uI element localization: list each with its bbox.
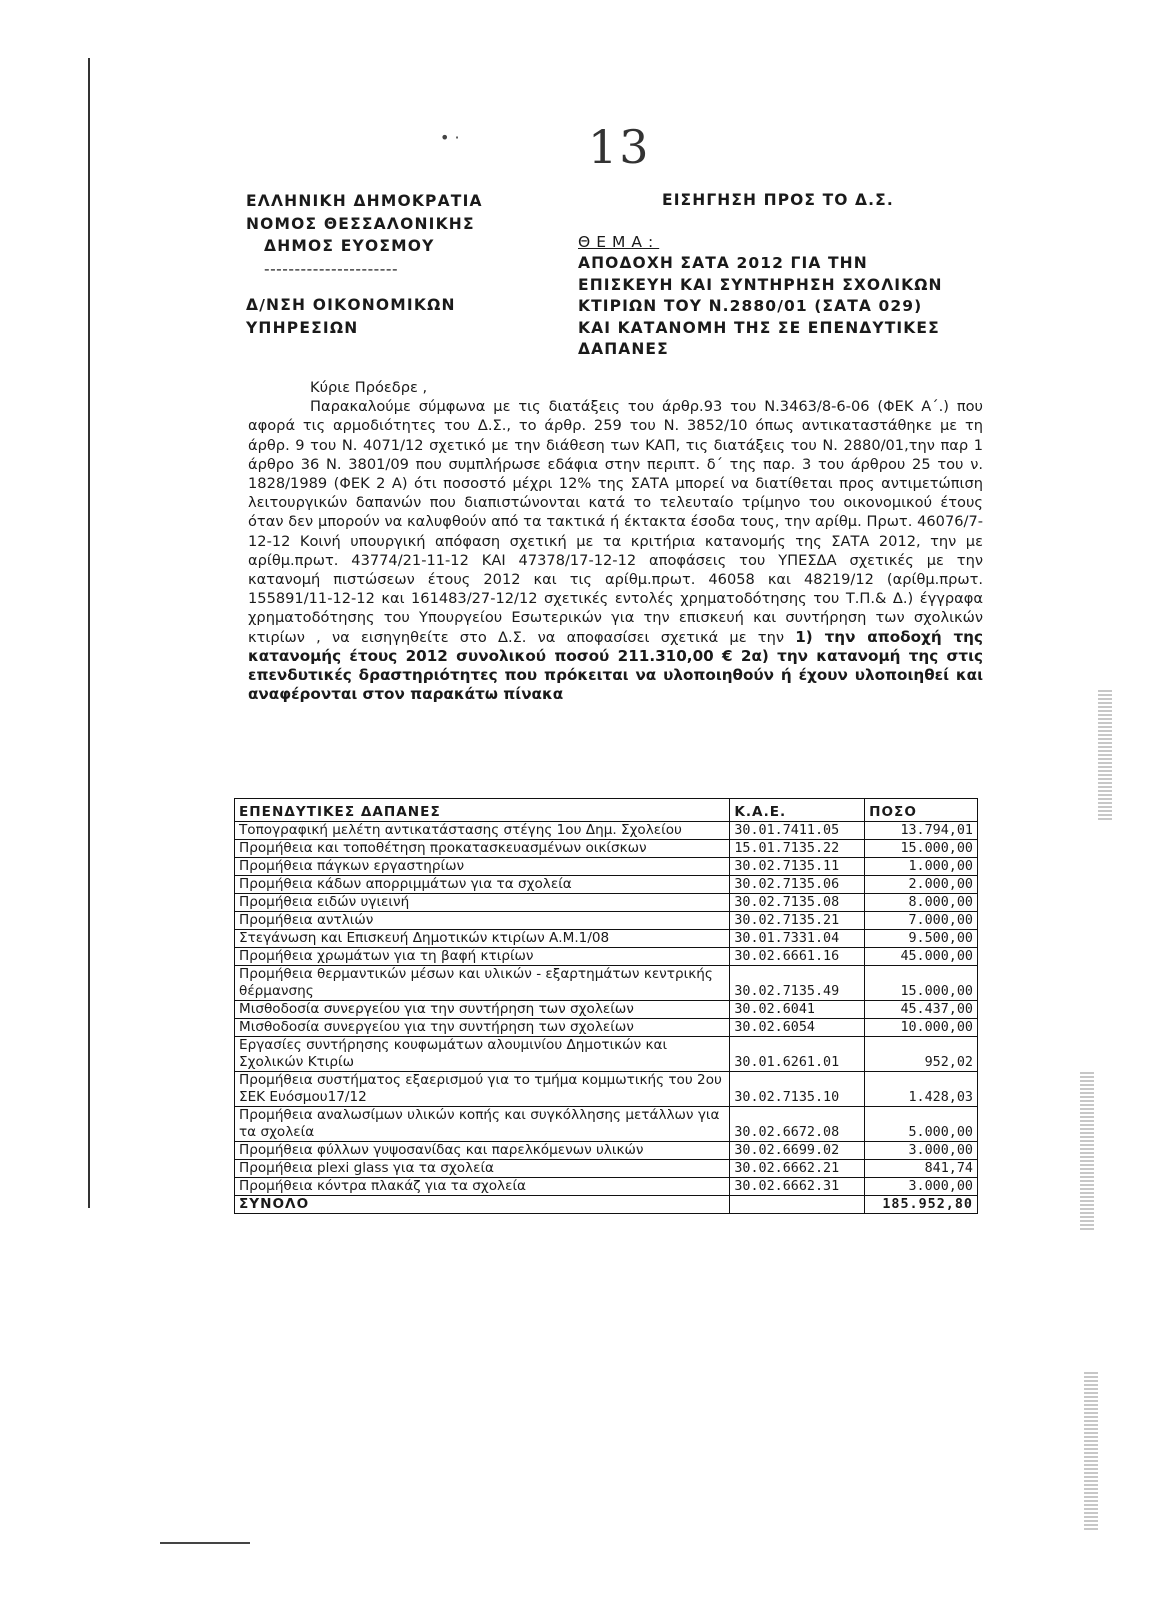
scan-noise-right-2 [1080,1070,1094,1230]
scan-noise-right-3 [1084,1370,1098,1530]
table-row [235,912,978,930]
scan-smudge [160,1542,250,1544]
row-kae: 30.02.7135.21 [730,912,865,930]
row-kae: 30.02.7135.08 [730,894,865,912]
expenses-table [234,798,978,1214]
salutation: Κύριε Πρόεδρε , [310,379,428,396]
document-title: ΕΙΣΗΓΗΣΗ ΠΡΟΣ ΤΟ Δ.Σ. [662,191,894,209]
row-kae: 30.02.6054 [730,1019,865,1037]
table-row [235,1142,978,1160]
row-kae: 30.02.6699.02 [730,1142,865,1160]
row-desc: Προμήθεια και τοποθέτηση προκατασκευασμένων οικίσκων [235,840,730,858]
sender-line-5: ΥΠΗΡΕΣΙΩΝ [246,318,359,337]
row-kae: 30.02.6661.16 [730,948,865,966]
handwritten-marks: • · [440,128,460,147]
row-kae: 30.01.6261.01 [730,1037,865,1072]
row-amount: 3.000,00 [865,1178,978,1196]
row-kae: 30.02.7135.11 [730,858,865,876]
scan-noise-right-1 [1098,690,1112,820]
row-amount: 841,74 [865,1160,978,1178]
row-kae: 30.02.6041 [730,1001,865,1019]
row-desc: Προμήθεια αντλιών [235,912,730,930]
subject-line-5: ΔΑΠΑΝΕΣ [578,340,669,358]
table-row [235,1037,978,1072]
table-row [235,1001,978,1019]
header-kae: Κ.Α.Ε. [730,799,865,822]
total-amount: 185.952,80 [865,1196,978,1214]
row-amount: 13.794,01 [865,822,978,840]
sender-line-3: ΔΗΜΟΣ ΕΥΟΣΜΟΥ [264,237,435,255]
table-row [235,1107,978,1142]
row-amount: 9.500,00 [865,930,978,948]
row-amount: 15.000,00 [865,966,978,1001]
table-row [235,858,978,876]
row-kae: 30.02.6672.08 [730,1107,865,1142]
total-label: ΣΥΝΟΛΟ [235,1196,730,1214]
total-kae-empty [730,1196,865,1214]
table-row [235,1160,978,1178]
row-kae: 15.01.7135.22 [730,840,865,858]
row-desc: Τοπογραφική μελέτη αντικατάστασης στέγης 1ου Δημ. Σχολείου [235,822,730,840]
row-desc: Προμήθεια πάγκων εργαστηρίων [235,858,730,876]
row-kae: 30.02.6662.21 [730,1160,865,1178]
row-desc: Στεγάνωση και Επισκευή Δημοτικών κτιρίων Α.Μ.1/08 [235,930,730,948]
sender-line-2: ΝΟΜΟΣ ΘΕΣΣΑΛΟΝΙΚΗΣ [246,214,475,233]
table-row [235,1178,978,1196]
row-desc: Προμήθεια αναλωσίμων υλικών κοπής και συγκόλλησης μετάλλων για τα σχολεία [235,1107,730,1142]
subject-line-4: ΚΑΙ ΚΑΤΑΝΟΜΗ ΤΗΣ ΣΕ ΕΠΕΝΔΥΤΙΚΕΣ [578,318,940,337]
table-row [235,1072,978,1107]
table-row [235,948,978,966]
sender-line-1: ΕΛΛΗΝΙΚΗ ΔΗΜΟΚΡΑΤΙΑ [246,192,483,210]
row-kae: 30.02.7135.10 [730,1072,865,1107]
sender-line-4: Δ/ΝΣΗ ΟΙΚΟΝΟΜΙΚΩΝ [246,296,456,314]
header-amount: ΠΟΣΟ [865,799,978,822]
paragraph-bold-text: 1) την αποδοχή της κατανομής έτους 2012 συνολικού ποσού 211.310,00 € 2α) την κατανομή της στις επενδυτικές δραστηριότητες που πρόκειται να υλοποιηθούν ή έχουν υλοποιηθεί και αναφέρονται στον παρακάτω πίνακα [248,627,983,704]
margin-line [88,58,90,1208]
table-header-row [235,799,978,822]
table-row [235,930,978,948]
row-desc: Μισθοδοσία συνεργείου για την συντήρηση των σχολείων [235,1019,730,1037]
sender-block [246,190,483,339]
row-amount: 952,02 [865,1037,978,1072]
table-row [235,822,978,840]
table-total-row [235,1196,978,1214]
subject-line-1: ΑΠΟΔΟΧΗ ΣΑΤΑ 2012 ΓΙΑ ΤΗΝ [578,254,868,272]
subject-line-2: ΕΠΙΣΚΕΥΗ ΚΑΙ ΣΥΝΤΗΡΗΣΗ ΣΧΟΛΙΚΩΝ [578,275,943,294]
row-amount: 1.428,03 [865,1072,978,1107]
row-desc: Προμήθεια κόντρα πλακάζ για τα σχολεία [235,1178,730,1196]
row-desc: Προμήθεια κάδων απορριμμάτων για τα σχολεία [235,876,730,894]
header-desc: ΕΠΕΝΔΥΤΙΚΕΣ ΔΑΠΑΝΕΣ [235,799,730,822]
row-kae: 30.01.7411.05 [730,822,865,840]
main-paragraph [248,397,983,704]
row-kae: 30.01.7331.04 [730,930,865,948]
row-amount: 1.000,00 [865,858,978,876]
row-desc: Μισθοδοσία συνεργείου για την συντήρηση των σχολείων [235,1001,730,1019]
table-row [235,840,978,858]
subject-line-3: ΚΤΙΡΙΩΝ ΤΟΥ Ν.2880/01 (ΣΑΤΑ 029) [578,297,923,315]
row-desc: Προμήθεια χρωμάτων για τη βαφή κτιρίων [235,948,730,966]
sender-divider: ---------------------- [264,259,399,278]
row-amount: 8.000,00 [865,894,978,912]
table-row [235,1019,978,1037]
letter-body [248,378,983,704]
row-kae: 30.02.7135.49 [730,966,865,1001]
row-kae: 30.02.6662.31 [730,1178,865,1196]
row-desc: Προμήθεια συστήματος εξαερισμού για το τμήμα κομμωτικής του 2ου ΣΕΚ Ευόσμου17/12 [235,1072,730,1107]
table-row [235,966,978,1001]
paragraph-text: Παρακαλούμε σύμφωνα με τις διατάξεις του άρθρ.93 του Ν.3463/8-6-06 (ΦΕΚ Α΄.) που αφορά τις αρμοδιότητες του Δ.Σ., το άρθρ. 259 του Ν. 3852/10 όπως αντικαταστάθηκε με τη άρθρ. 9 του Ν. 4071/12 σχετικό με την διάθεση των ΚΑΠ, τις διατάξεις του Ν. 2880/01,την παρ 1 άρθρο 36 Ν. 3801/09 που συμπλήρωσε εδάφια στην περιπτ. δ΄ της παρ. 3 του άρθρου 25 του ν. 1828/1989 (ΦΕΚ 2 Α) ότι ποσοστό μέχρι 12% της ΣΑΤΑ μπορεί να διατίθεται προς αντιμετώπιση λειτουργικών δαπανών που διαπιστώνονται κατά το τελευταίο τρίμηνο του οικονομικού έτους όταν δεν μπορούν να καλυφθούν από τα τακτικά ή έκτακτα έσοδα τους, την αρίθμ. Πρωτ. 46076/7-12-12 Κοινή υπουργική απόφαση σχετική με τα κριτήρια κατανομής της ΣΑΤΑ 2012, την με αρίθμ.πρωτ. 43774/21-11-12 ΚΑΙ 47378/17-12-12 αποφάσεις του ΥΠΕΣΔΑ σχετικές με την κατανομή πιστώσεων έτους 2012 και τις αρίθμ.πρωτ. 46058 και 48219/12 (αρίθμ.πρωτ. 155891/11-12-12 και 161483/27-12/12 σχετικές εντολές χρηματοδότησης του Τ.Π.& Δ.) έγγραφα χρηματοδότησης του Υπουργείου Εσωτερικών για την επισκευή και συντήρηση των σχολικών κτιρίων , να εισηγηθείτε στο Δ.Σ. να αποφασίσει σχετικά με την [248,398,983,646]
row-amount: 7.000,00 [865,912,978,930]
handwritten-page-number: 13 [588,120,651,174]
row-amount: 45.437,00 [865,1001,978,1019]
row-desc: Προμήθεια plexi glass για τα σχολεία [235,1160,730,1178]
row-kae: 30.02.7135.06 [730,876,865,894]
subject-block [578,190,943,361]
row-amount: 3.000,00 [865,1142,978,1160]
row-amount: 2.000,00 [865,876,978,894]
subject-label: ΘΕΜΑ: [578,232,660,251]
table-row [235,894,978,912]
row-desc: Εργασίες συντήρησης κουφωμάτων αλουμινίου Δημοτικών και Σχολικών Κτιρίω [235,1037,730,1072]
row-desc: Προμήθεια ειδών υγιεινή [235,894,730,912]
row-amount: 5.000,00 [865,1107,978,1142]
row-amount: 15.000,00 [865,840,978,858]
table-row [235,876,978,894]
row-desc: Προμήθεια φύλλων γυψοσανίδας και παρελκόμενων υλικών [235,1142,730,1160]
row-amount: 45.000,00 [865,948,978,966]
row-desc: Προμήθεια θερμαντικών μέσων και υλικών - εξαρτημάτων κεντρικής θέρμανσης [235,966,730,1001]
row-amount: 10.000,00 [865,1019,978,1037]
